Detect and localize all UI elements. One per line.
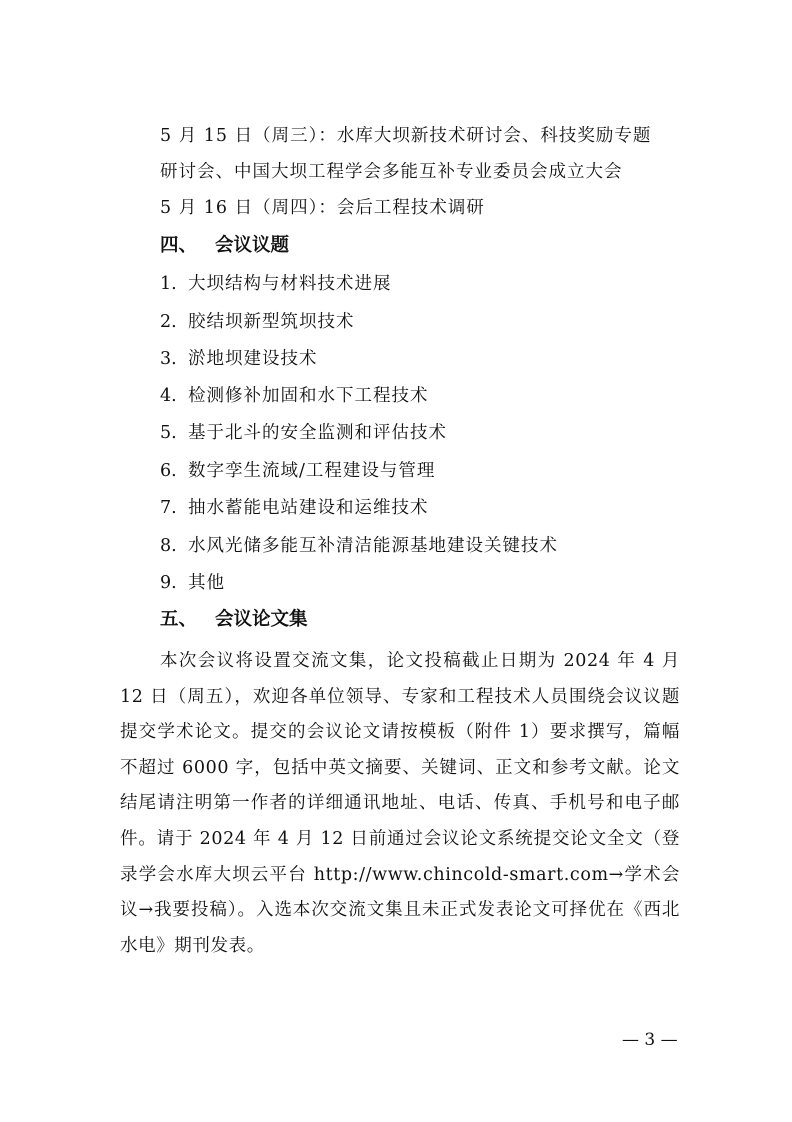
section-heading-topics bbox=[160, 234, 289, 258]
topic-number: 7. bbox=[160, 498, 177, 518]
proceedings-paragraph: 本次会议将设置交流文集，论文投稿截止日期为 2024 年 4 月 12 日（周五），欢迎各单位领导、专家和工程技术人员围绕会议议题提交学术论文。提交的会议论文请按模板（附件 1）要求撰写，篇幅不超过 6000 字，包括中英文摘要、关键词、正文和参考文献。论文结尾请注明第一作者的详细通讯地址、电话、传真、手机号和电子邮件。请于 2024 年 4 月 12 日前通过会议论文系统提交论文全文（登录学会水库大坝云平台 http://www.chincold-smart.com→学术会议→我要投稿）。入选本次交流文集且未正式发表论文可择优在《西北水电》期刊发表。 bbox=[120, 651, 680, 956]
topic-number: 1. bbox=[160, 274, 177, 294]
section-number: 五、 bbox=[160, 609, 198, 630]
topic-item bbox=[160, 347, 318, 371]
topic-number: 9. bbox=[160, 573, 177, 593]
topic-number: 6. bbox=[160, 461, 177, 481]
topic-text: 检测修补加固和水下工程技术 bbox=[188, 386, 429, 406]
topic-number: 3. bbox=[160, 349, 177, 369]
section-number: 四、 bbox=[160, 235, 198, 256]
schedule-line-may15-cont: 研讨会、中国大坝工程学会多能互补专业委员会成立大会 bbox=[160, 162, 623, 182]
topic-item bbox=[160, 272, 392, 296]
topic-text: 基于北斗的安全监测和评估技术 bbox=[188, 423, 447, 443]
section-heading-proceedings bbox=[160, 608, 308, 632]
topic-item bbox=[160, 534, 558, 558]
page-number: — 3 — bbox=[622, 1030, 678, 1050]
topic-number: 5. bbox=[160, 423, 177, 443]
section-title: 会议论文集 bbox=[215, 609, 308, 630]
topic-item bbox=[160, 459, 435, 483]
topic-number: 2. bbox=[160, 312, 177, 332]
topic-text: 淤地坝建设技术 bbox=[188, 349, 318, 369]
topic-text: 其他 bbox=[188, 573, 225, 593]
topic-number: 8. bbox=[160, 536, 177, 556]
topic-item bbox=[160, 310, 355, 334]
topic-text: 数字孪生流域/工程建设与管理 bbox=[188, 461, 436, 481]
topic-item bbox=[160, 496, 429, 520]
topic-text: 水风光储多能互补清洁能源基地建设关键技术 bbox=[188, 536, 558, 556]
topic-text: 抽水蓄能电站建设和运维技术 bbox=[188, 498, 429, 518]
topic-number: 4. bbox=[160, 386, 177, 406]
schedule-line-may15: 5 月 15 日（周三）：水库大坝新技术研讨会、科技奖励专题 bbox=[160, 126, 652, 146]
topic-item bbox=[160, 421, 447, 445]
section-title: 会议议题 bbox=[215, 235, 290, 256]
topic-item bbox=[160, 384, 429, 408]
schedule-line-may16: 5 月 16 日（周四）：会后工程技术调研 bbox=[160, 198, 485, 218]
topic-text: 大坝结构与材料技术进展 bbox=[188, 274, 392, 294]
topic-item bbox=[160, 571, 225, 595]
topic-text: 胶结坝新型筑坝技术 bbox=[188, 312, 355, 332]
